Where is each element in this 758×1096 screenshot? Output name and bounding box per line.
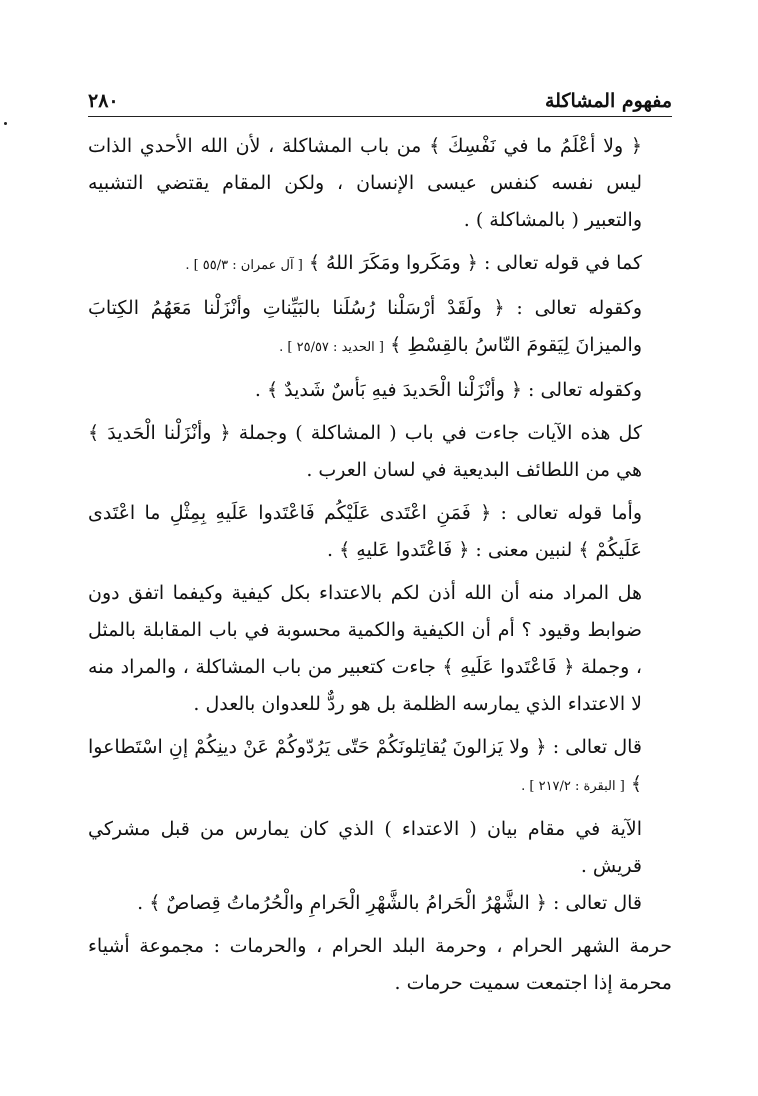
paragraph: وكقوله تعالى : ﴿ وأنْزَلْنا الْحَديدَ فيهِ بَأسٌ شَديدٌ ﴾ .: [254, 379, 642, 401]
paragraph: كما في قوله تعالى : ﴿ ومَكَروا ومَكَرَ اللهُ ﴾ [ آل عمران : ٥٥/٣ ] .: [185, 252, 642, 274]
citation: [ البقرة : ٢١٧/٢ ] .: [521, 779, 625, 794]
paragraph: وكقوله تعالى : ﴿ ولَقَدْ أرْسَلْنا رُسُلَنا بالبَيِّناتِ وأنْزَلْنا مَعَهُمُ الكِتابَ والميزانَ لِيَقومَ النّاسُ بالقِسْطِ ﴾ [ الحديد : ٢٥/٥٧ ] .: [88, 297, 642, 356]
paragraph: الآية في مقام بيان ( الاعتداء ) الذي كان يمارس من قبل مشركي قريش .: [88, 818, 642, 877]
scan-dot: [4, 122, 7, 125]
paragraph: كل هذه الآيات جاءت في باب ( المشاكلة ) وجملة ﴿ وأنْزَلْنا الْحَديدَ ﴾ هي من اللطائف البديعية في لسان العرب .: [88, 422, 642, 481]
citation: [ الحديد : ٢٥/٥٧ ] .: [279, 340, 385, 355]
paragraph: هل المراد منه أن الله أذن لكم بالاعتداء بكل كيفية وكيفما اتفق دون ضوابط وقيود ؟ أم أن الكيفية والكمية محسوبة في باب المقابلة بالمثل ، وجملة ﴿ فَاعْتَدوا عَلَيهِ ﴾ جاءت كتعبير من باب المشاكلة ، والمراد منه لا الاعتداء الذي يمارسه الظلمة بل هو ردٌّ للعدوان بالعدل .: [88, 582, 642, 715]
paragraph: قال تعالى : ﴿ ولا يَزالونَ يُقاتِلونَكُمْ حَتّى يَرُدّوكُمْ عَنْ دينِكُمْ إنِ اسْتَطاعوا ﴾ [ البقرة : ٢١٧/٢ ] .: [88, 736, 642, 795]
paragraph: حرمة الشهر الحرام ، وحرمة البلد الحرام ، والحرمات : مجموعة أشياء محرمة إذا اجتمعت سميت حرمات .: [88, 935, 673, 994]
page-number: ٢٨٠: [88, 90, 119, 112]
header-title: مفهوم المشاكلة: [544, 90, 672, 112]
paragraph: قال تعالى : ﴿ الشَّهْرُ الْحَرامُ بالشَّهْرِ الْحَرامِ والْحُرُماتُ قِصاصٌ ﴾ .: [137, 892, 642, 914]
citation: [ آل عمران : ٥٥/٣ ] .: [185, 258, 303, 273]
paragraph: ﴿ ولا أعْلَمُ ما في نَفْسِكَ ﴾ من باب المشاكلة ، لأن الله الأحدي الذات ليس نفسه كنفس عيسى الإنسان ، ولكن المقام يقتضي التشبيه والتعبير ( بالمشاكلة ) .: [88, 135, 642, 231]
page-body: [88, 128, 672, 1002]
running-header: [88, 82, 672, 117]
paragraph: وأما قوله تعالى : ﴿ فَمَنِ اعْتَدى عَلَيْكُم فَاعْتَدوا عَلَيهِ بِمِثْلِ ما اعْتَدى عَلَيكُمْ ﴾ لنبين معنى : ﴿ فَاعْتَدوا عَليهِ ﴾ .: [88, 502, 642, 561]
